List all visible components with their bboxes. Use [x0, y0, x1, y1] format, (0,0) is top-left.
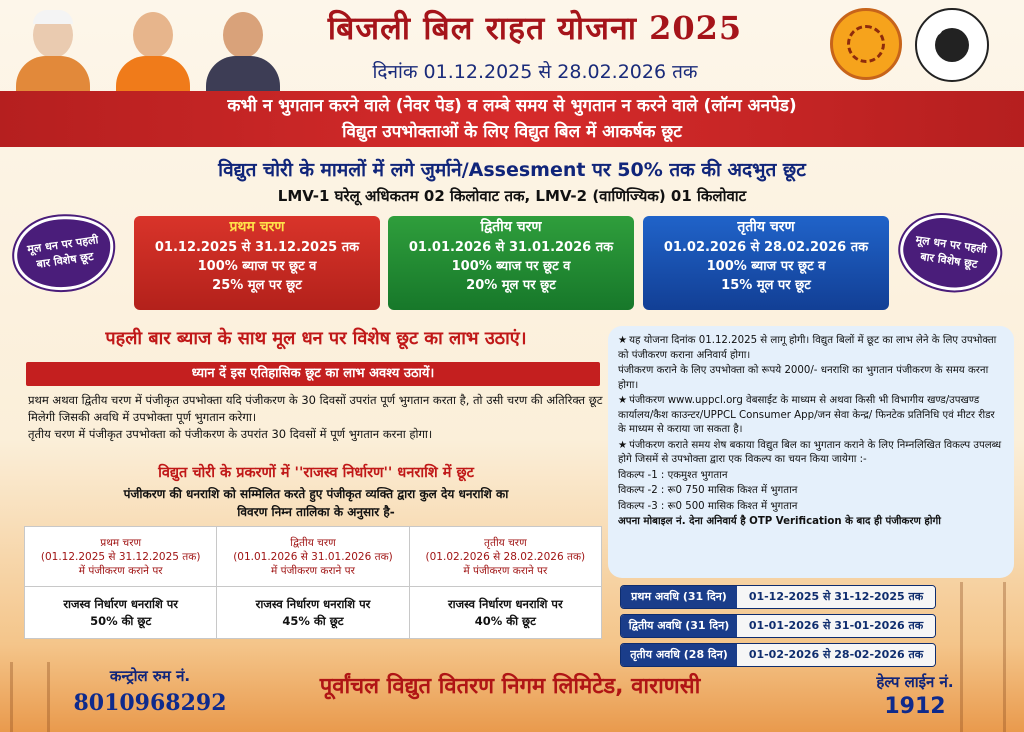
period-row-2 — [620, 614, 936, 638]
table-value-cell — [409, 587, 601, 639]
phase-interest: 100% ब्याज पर छूट व — [197, 259, 317, 274]
table-row — [25, 587, 602, 639]
rule-text-1: प्रथम अथवा द्वितीय चरण में पंजीकृत उपभोक्ता यदि पंजीकरण के 30 दिवसों उपरांत पूर्ण भुगतान करता है, तो उसी चरण की अतिरिक्त छूट मिलेगी जिसकी अवधि में उपभोक्ता पूर्ण भुगतान करेगा। — [28, 393, 603, 424]
principal-offer-badge-right: मूल धन पर पहली बार विशेष छूट — [895, 209, 1004, 296]
payment-option-1: विकल्प -1 : एकमुश्त भुगतान — [618, 469, 728, 481]
phase-principal: 20% मूल पर छूट — [466, 278, 556, 293]
info-bullet-2 — [618, 394, 1004, 438]
rule-text-2: तृतीय चरण में पंजीकृत उपभोक्ता को पंजीकरण के उपरांत 30 दिवसों में पूर्ण भुगतान करना होगा। — [28, 427, 433, 441]
info-bullet-1b: पंजीकरण कराने के लिए उपभोक्ता को रूपये 2000/- धनराशि का भुगतान पंजीकरण के समय करना होगा। — [618, 365, 989, 391]
phase-card-3 — [643, 216, 889, 310]
star-icon: ★ — [618, 439, 628, 451]
table-value-label: राजस्व निर्धारण धनराशि पर — [447, 596, 563, 611]
revenue-subtext-line1: पंजीकरण की धनराशि को सम्मिलित करते हुए पंजीकृत व्यक्ति द्वारा कुल देय धनराशि का — [123, 487, 509, 501]
helpline-number: 1912 — [884, 694, 946, 719]
period-value: 01-12-2025 से 31-12-2025 तक — [737, 586, 935, 608]
scheme-title: बिजली बिल राहत योजना 2025 — [327, 9, 743, 47]
period-label: प्रथम अवधि (31 दिन) — [621, 586, 737, 608]
star-icon: ★ — [618, 395, 628, 406]
table-dates: (01.01.2026 से 31.01.2026 तक) — [233, 550, 393, 563]
table-dates: (01.12.2025 से 31.12.2025 तक) — [40, 550, 201, 563]
period-value: 01-01-2026 से 31-01-2026 तक — [737, 615, 935, 637]
info-text: यह योजना दिनांक 01.12.2025 से लागू होगी। विद्युत बिलों में छूट का लाभ लेने के लिए उपभोक्ता को पंजीकरण कराना अनिवार्य होगा। — [618, 335, 997, 361]
phase-interest: 100% ब्याज पर छूट व — [706, 259, 826, 274]
phase-dates: 01.01.2026 से 31.01.2026 तक — [408, 240, 614, 255]
phase-title: प्रथम चरण — [229, 219, 285, 235]
table-value-percent: 40% की छूट — [474, 613, 536, 628]
info-text: पंजीकरण कराते समय शेष बकाया विद्युत बिल का भुगतान कराने के लिए निम्नलिखित विकल्प उपलब्ध होगे जिसमें से उपभोक्ता द्वारा एक विकल्प का चयन किया जायेगा :- — [618, 439, 1002, 465]
table-note: में पंजीकरण कराने पर — [78, 564, 163, 577]
table-value-percent: 45% की छूट — [282, 613, 344, 628]
star-icon: ★ — [618, 335, 628, 346]
special-discount-heading: पहली बार ब्याज के साथ मूल धन पर विशेष छूट का लाभ उठाएं। — [105, 328, 527, 349]
control-room-number: 8010968292 — [73, 690, 227, 716]
phase-card-2 — [388, 216, 634, 310]
period-label: तृतीय अवधि (28 दिन) — [621, 644, 737, 666]
control-room-label: कन्ट्रोल रुम नं. — [109, 667, 191, 685]
power-tower-icon — [10, 662, 50, 732]
period-value: 01-02-2026 से 28-02-2026 तक — [737, 644, 935, 666]
info-text: पंजीकरण www.uppcl.org वेबसाईट के माध्यम से अथवा किसी भी विभागीय खण्ड/उपखण्ड कार्यालय/कैश काउन्टर/UPPCL Consumer App/जन सेवा केन्द्र/ फिनटेक प्रतिनिधि एवं मीटर रीडर के माध्यम से कराया जा सकता है। — [618, 395, 995, 435]
table-header-cell — [217, 527, 409, 587]
leader-photo-3 — [198, 6, 288, 94]
uppcl-logo-icon — [830, 8, 902, 80]
table-value-percent: 50% की छूट — [90, 613, 152, 628]
table-note: में पंजीकरण कराने पर — [271, 564, 355, 577]
revenue-discount-heading: विद्युत चोरी के प्रकरणों में ''राजस्व निर्धारण'' धनराशि में छूट — [158, 465, 474, 481]
lmv-eligibility: LMV-1 घरेलू अधिकतम 02 किलोवाट तक, LMV-2 (वाणिज्यिक) 01 किलोवाट — [277, 187, 747, 205]
offer-banner — [0, 91, 1024, 147]
theft-offer-heading: विद्युत चोरी के मामलों में लगे जुर्माने/Assesment पर 50% तक की अदभुत छूट — [218, 159, 806, 181]
phase-principal: 15% मूल पर छूट — [721, 278, 811, 293]
scheme-date-range: दिनांक 01.12.2025 से 28.02.2026 तक — [372, 61, 698, 83]
table-header-cell — [409, 527, 601, 587]
leader-photo-1 — [8, 6, 98, 94]
otp-note: अपना मोबाइल नं. देना अनिवार्य है OTP Verification के बाद ही पंजीकरण होगी — [618, 516, 941, 527]
phase-dates: 01.02.2026 से 28.02.2026 तक — [663, 240, 869, 255]
table-phase: द्वितीय चरण — [290, 536, 336, 549]
company-name: पूर्वांचल विद्युत वितरण निगम लिमिटेड, वाराणसी — [319, 674, 701, 699]
phase-interest: 100% ब्याज पर छूट व — [451, 259, 571, 274]
info-bullet-1 — [618, 334, 1004, 363]
table-note: में पंजीकरण कराने पर — [463, 564, 548, 577]
leader-photo-2 — [108, 6, 198, 94]
table-value-label: राजस्व निर्धारण धनराशि पर — [255, 596, 371, 611]
offer-banner-line1: कभी न भुगतान करने वाले (नेवर पेड) व लम्बे समय से भुगतान न करने वाले (लॉन्ग अनपेड) — [227, 96, 797, 116]
scheme-info-box — [608, 326, 1014, 578]
revenue-subtext-line2: विवरण निम्न तालिका के अनुसार है- — [237, 505, 395, 519]
period-row-3 — [620, 643, 936, 667]
attention-banner: ध्यान दें इस एतिहासिक छूट का लाभ अवश्य उठायें। — [26, 362, 600, 386]
offer-banner-line2: विद्युत उपभोक्ताओं के लिए विद्युत बिल में आकर्षक छूट — [342, 122, 682, 142]
period-row-1 — [620, 585, 936, 609]
revenue-discount-table — [24, 526, 602, 639]
table-phase: प्रथम चरण — [100, 536, 142, 549]
power-corporation-logo-icon — [915, 8, 989, 82]
period-label: द्वितीय अवधि (31 दिन) — [621, 615, 737, 637]
payment-option-2: विकल्प -2 : रू0 750 मासिक किश्त में भुगतान — [618, 485, 798, 496]
phase-title: तृतीय चरण — [737, 219, 795, 235]
leaders-photos — [8, 4, 290, 94]
phase-title: द्वितीय चरण — [480, 219, 542, 235]
payment-option-3: विकल्प -3 : रू0 500 मासिक किश्त में भुगतान — [618, 500, 798, 512]
helpline-label: हेल्प लाईन नं. — [876, 673, 954, 691]
table-value-cell — [217, 587, 409, 639]
phase-principal: 25% मूल पर छूट — [212, 278, 302, 293]
table-value-label: राजस्व निर्धारण धनराशि पर — [63, 596, 179, 611]
revenue-discount-subtext — [30, 485, 602, 521]
phase-card-1 — [134, 216, 380, 310]
table-value-cell — [25, 587, 217, 639]
rules-paragraph — [28, 392, 608, 443]
phase-dates: 01.12.2025 से 31.12.2025 तक — [154, 240, 360, 255]
table-dates: (01.02.2026 से 28.02.2026 तक) — [425, 550, 586, 563]
principal-offer-badge-left: मूल धन पर पहली बार विशेष छूट — [9, 209, 118, 296]
table-header-cell — [25, 527, 217, 587]
info-bullet-3 — [618, 439, 1004, 468]
table-phase: तृतीय चरण — [483, 536, 527, 549]
table-row — [25, 527, 602, 587]
